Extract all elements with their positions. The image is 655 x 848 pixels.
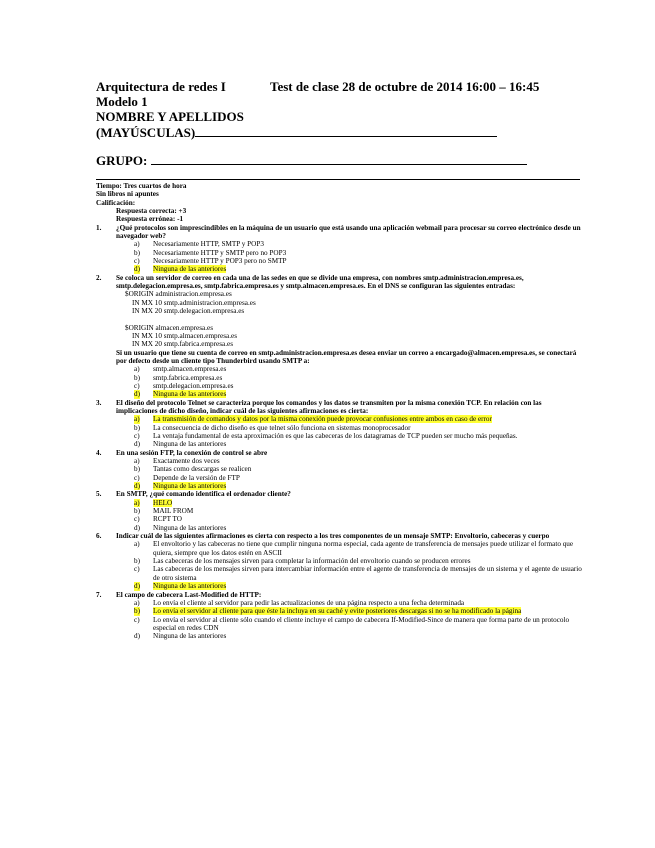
option[interactable]: b) smtp.fabrica.empresa.es [134, 373, 223, 382]
option[interactable]: b) MAIL FROM [134, 507, 194, 516]
option-highlighted[interactable]: d) Ninguna de las anteriores [134, 582, 227, 591]
question-text: En SMTP, ¿qué comando identifica el ordenador cliente? [116, 490, 291, 499]
option[interactable]: d) Ninguna de las anteriores [134, 523, 227, 532]
dns-record: IN MX 20 smtp.delegacion.empresa.es [132, 307, 245, 316]
option[interactable]: c) Depende de la versión de FTP [134, 473, 240, 482]
option[interactable]: a) Lo envía el cliente al servidor para pedir las actualizaciones de una página respecto a una fecha determinada [134, 598, 465, 607]
question-2-followup [96, 349, 582, 366]
question-6: 6. Indicar cuál de las siguientes afirmaciones es cierta con respecto a los tres componentes de un mensaje SMTP: Envoltorio, cabeceras y cuerpo [96, 532, 550, 541]
option-highlighted[interactable]: d) Ninguna de las anteriores [134, 265, 227, 274]
option[interactable]: a) El envoltorio y las cabeceras no tiene que cumplir ninguna norma especial, cada agente de transferencia de mensajes puede utilizar el formato que quiera, siempre que los datos estén en ASCII [134, 540, 574, 557]
question-3: 3. El diseño del protocolo Telnet se caracteriza porque los comandos y los datos se transmiten por la misma conexión TCP. En relación con las implicaciones de dicho diseño, indicar cuál de las siguientes afirmaciones es cierta: [96, 398, 542, 415]
group-label: GRUPO: [96, 153, 148, 168]
question-2: 2. Se coloca un servidor de correo en cada una de las sedes en que se divide una empresa, con nombres smtp.administracion.empresa.es, smtp.delegacion.empresa.es, smtp.fabrica.empresa.es y smtp.almacen.empresa.es. En el DNS se configuran las siguientes entradas: [96, 273, 524, 291]
option-highlighted[interactable]: b) Lo envía el servidor al cliente para que éste la incluya en su caché y evite posteriores descargas si no se ha modificado la página [134, 607, 522, 616]
option-highlighted[interactable]: a) HELO [134, 498, 173, 507]
option[interactable]: b) Necesariamente HTTP y SMTP pero no POP3 [134, 248, 287, 257]
option[interactable]: b) Tantas como descargas se realicen [134, 465, 252, 474]
group-line [96, 152, 527, 168]
question-4: 4. En una sesión FTP, la conexión de control se abre [96, 448, 268, 457]
option[interactable]: b) La consecuencia de dicho diseño es que telnet sólo funciona en sistemas monoprocesador [134, 423, 411, 432]
option-highlighted[interactable]: d) Ninguna de las anteriores [134, 390, 227, 399]
name-label: NOMBRE Y APELLIDOS [96, 109, 244, 124]
question-text: Si un usuario que tiene su cuenta de correo en smtp.administracion.empresa.es desea enviar un correo a encargado@almacen.empresa.es, se conectará por defecto desde un cliente tipo Thunderbird usando SMTP a: [116, 348, 577, 365]
time-info: Tiempo: Tres cuartos de hora [96, 182, 187, 190]
model-label: Modelo 1 [96, 94, 148, 109]
option[interactable]: c) Necesariamente HTTP y POP3 pero no SMTP [134, 257, 287, 266]
option[interactable]: a) Exactamente dos veces [134, 457, 220, 465]
caps-line [96, 124, 497, 140]
option[interactable]: a) smtp.almacen.empresa.es [134, 365, 227, 374]
question-7: 7. El campo de cabecera Last-Modified de HTTP: [96, 590, 262, 599]
exam-body [96, 182, 582, 641]
question-text: El diseño del protocolo Telnet se caracteriza porque los comandos y los datos se transmiten por la misma conexión TCP. En relación con las implicaciones de dicho diseño, indicar cuál de las siguientes afirmaciones es cierta: [116, 398, 542, 415]
dns-origin: $ORIGIN administracion.empresa.es [125, 290, 232, 299]
dns-record: IN MX 10 smtp.administracion.empresa.es [132, 298, 256, 307]
option-highlighted[interactable]: a) La transmisión de comandos y datos por la misma conexión puede provocar confusiones entre ambos en caso de error [134, 415, 492, 424]
dns-origin: $ORIGIN almacen.empresa.es [125, 323, 214, 332]
option[interactable]: c) Lo envía el servidor al cliente sólo cuando el cliente incluye el campo de cabecera If-Modified-Since de manera que forma parte de un protocolo especial en redes CDN [134, 615, 570, 632]
question-text: El campo de cabecera Last-Modified de HTTP: [116, 590, 262, 599]
option[interactable]: c) RCPT TO [134, 515, 182, 524]
wrong-score: Respuesta errónea: -1 [116, 215, 184, 224]
option[interactable]: c) Las cabeceras de los mensajes sirven para intercambiar información entre el agente de transferencia de mensajes de un sistema y el agente de usuario de otro sistema [134, 565, 582, 582]
caps-label: (MAYÚSCULAS) [96, 125, 196, 140]
dns-record: IN MX 20 smtp.fabrica.empresa.es [132, 340, 233, 349]
question-1: 1. ¿Qué protocolos son imprescindibles en la máquina de un usuario que está usando una aplicación webmail para procesar su correo electrónico desde un navegador web? [96, 223, 581, 241]
question-5: 5. En SMTP, ¿qué comando identifica el ordenador cliente? [96, 490, 291, 499]
option[interactable]: c) La ventaja fundamental de esta aproximación es que las cabeceras de los datagramas de TCP pueden ser mucho más pequeñas. [134, 431, 518, 440]
option[interactable]: c) smtp.delegacion.empresa.es [134, 381, 234, 390]
question-text: Indicar cuál de las siguientes afirmaciones es cierta con respecto a los tres componentes de un mensaje SMTP: Envoltorio, cabeceras y cuerpo [116, 532, 550, 541]
dns-record: IN MX 10 smtp.almacen.empresa.es [132, 331, 237, 340]
question-text: Se coloca un servidor de correo en cada una de las sedes en que se divide una empresa, con nombres smtp.administracion.empresa.es, smtp.delegacion.empresa.es, smtp.fabrica.empresa.es y smtp.almacen.empresa.es. En el DNS se configuran las siguientes entradas: [116, 273, 524, 291]
option[interactable]: d) Ninguna de las anteriores [134, 632, 227, 641]
grading-label: Calificación: [96, 198, 136, 207]
option[interactable]: d) Ninguna de las anteriores [134, 440, 227, 449]
no-books-info: Sin libros ni apuntes [96, 190, 159, 199]
name-field[interactable] [195, 124, 497, 137]
question-text: ¿Qué protocolos son imprescindibles en la máquina de un usuario que está usando una aplicación webmail para procesar su correo electrónico desde un navegador web? [116, 223, 581, 241]
course-title: Arquitectura de redes I [96, 79, 226, 94]
correct-score: Respuesta correcta: +3 [116, 207, 187, 216]
divider [96, 179, 580, 180]
question-text: En una sesión FTP, la conexión de control se abre [116, 448, 268, 457]
option[interactable]: a) Necesariamente HTTP, SMTP y POP3 [134, 240, 264, 249]
option-highlighted[interactable]: d) Ninguna de las anteriores [134, 482, 227, 491]
test-info: Test de clase 28 de octubre de 2014 16:00 – 16:45 [270, 79, 540, 94]
group-field[interactable] [151, 152, 527, 165]
option[interactable]: b) Las cabeceras de los mensajes sirven para completar la información del envoltorio cuando se producen errores [134, 557, 471, 566]
